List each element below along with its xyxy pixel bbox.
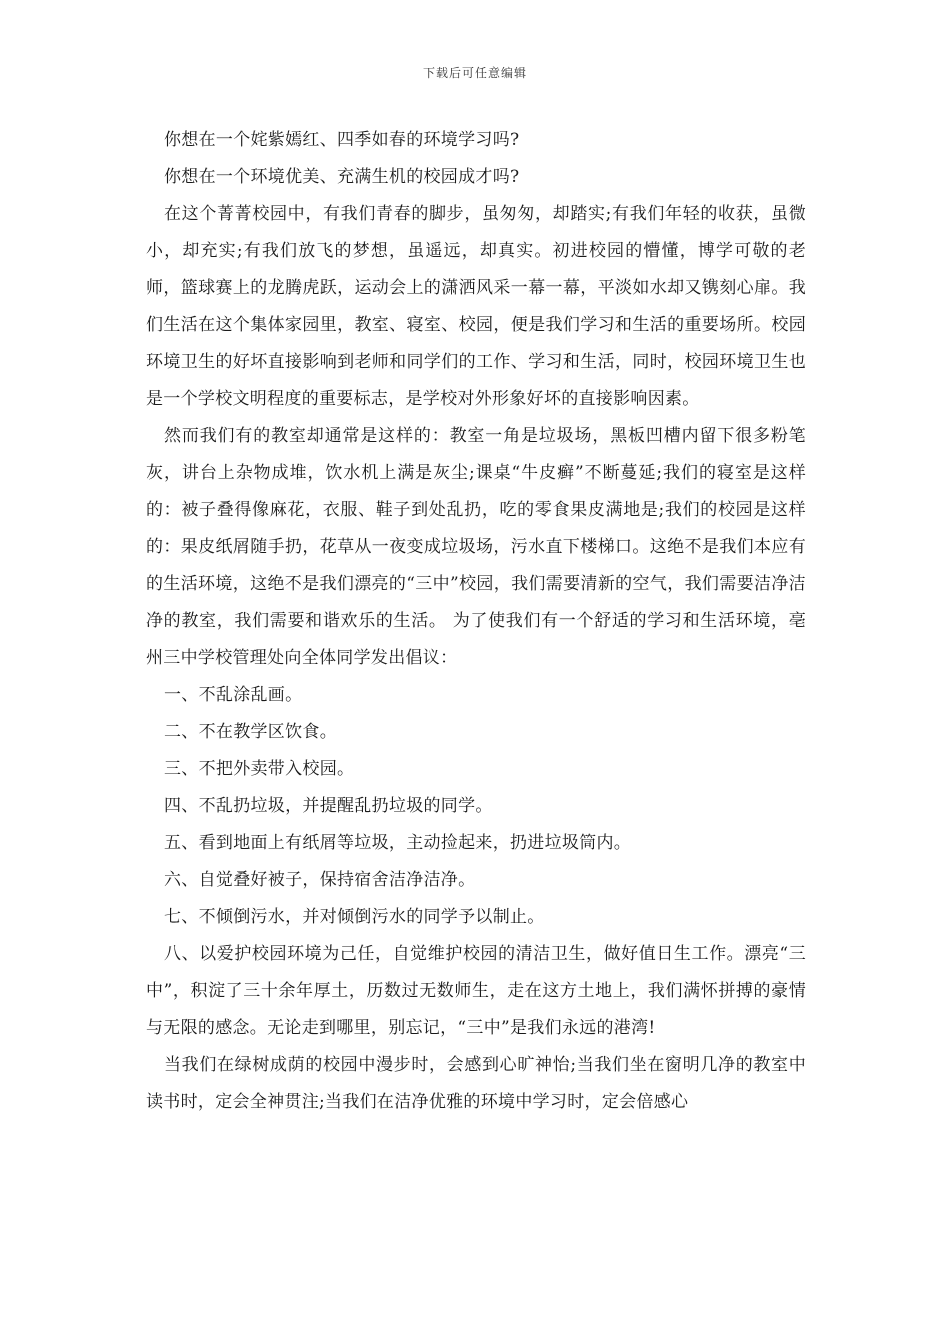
closing-paragraph: 当我们在绿树成荫的校园中漫步时，会感到心旷神怡;当我们坐在窗明几净的教室中读书时，定会全神贯注;当我们在洁净优雅的环境中学习时，定会倍感心 bbox=[146, 1055, 806, 1112]
proposal-item-6: 六、自觉叠好被子，保持宿舍洁净洁净。 bbox=[164, 870, 476, 890]
question-paragraph-1: 你想在一个姹紫嫣红、四季如春的环境学习吗? bbox=[164, 130, 520, 150]
campus-paragraph: 在这个菁菁校园中，有我们青春的脚步，虽匆匆，却踏实;有我们年轻的收获，虽微小，却充实;有我们放飞的梦想，虽遥远，却真实。初进校园的懵懂，博学可敬的老师，篮球赛上的龙腾虎跃，运动会上的潇洒风采一幕一幕，平淡如水却又镌刻心扉。我们生活在这个集体家园里，教室、寝室、校园，便是我们学习和生活的重要场所。校园环境卫生的好坏直接影响到老师和同学们的工作、学习和生活，同时，校园环境卫生也是一个学校文明程度的重要标志，是学校对外形象好坏的直接影响因素。 bbox=[146, 204, 806, 409]
proposal-item-2: 二、不在教学区饮食。 bbox=[164, 722, 337, 742]
proposal-item-5: 五、看到地面上有纸屑等垃圾，主动捡起来，扔进垃圾筒内。 bbox=[164, 833, 632, 853]
question-paragraph-2: 你想在一个环境优美、充满生机的校园成才吗? bbox=[164, 167, 520, 187]
document-body bbox=[146, 122, 806, 1121]
page-header-note: 下载后可任意编辑 bbox=[422, 66, 527, 80]
proposal-item-1: 一、不乱涂乱画。 bbox=[164, 685, 303, 705]
proposal-item-8: 八、以爱护校园环境为己任，自觉维护校园的清洁卫生，做好值日生工作。漂亮“三中”，积淀了三十余年厚土，历数过无数师生，走在这方土地上，我们满怀拼搏的豪情与无限的感念。无论走到哪里，别忘记，“三中”是我们永远的港湾! bbox=[146, 944, 806, 1038]
proposal-item-7: 七、不倾倒污水，并对倾倒污水的同学予以制止。 bbox=[164, 907, 545, 927]
proposal-item-4: 四、不乱扔垃圾，并提醒乱扔垃圾的同学。 bbox=[164, 796, 493, 816]
problem-paragraph: 然而我们有的教室却通常是这样的：教室一角是垃圾场，黑板凹槽内留下很多粉笔灰，讲台上杂物成堆，饮水机上满是灰尘;课桌“牛皮癣”不断蔓延;我们的寝室是这样的：被子叠得像麻花，衣服、鞋子到处乱扔，吃的零食果皮满地是;我们的校园是这样的：果皮纸屑随手扔，花草从一夜变成垃圾场，污水直下楼梯口。这绝不是我们本应有的生活环境，这绝不是我们漂亮的“三中”校园，我们需要清新的空气，我们需要洁净洁净的教室，我们需要和谐欢乐的生活。 为了使我们有一个舒适的学习和生活环境，亳州三中学校管理处向全体同学发出倡议： bbox=[146, 426, 806, 668]
proposal-item-3: 三、不把外卖带入校园。 bbox=[164, 759, 355, 779]
